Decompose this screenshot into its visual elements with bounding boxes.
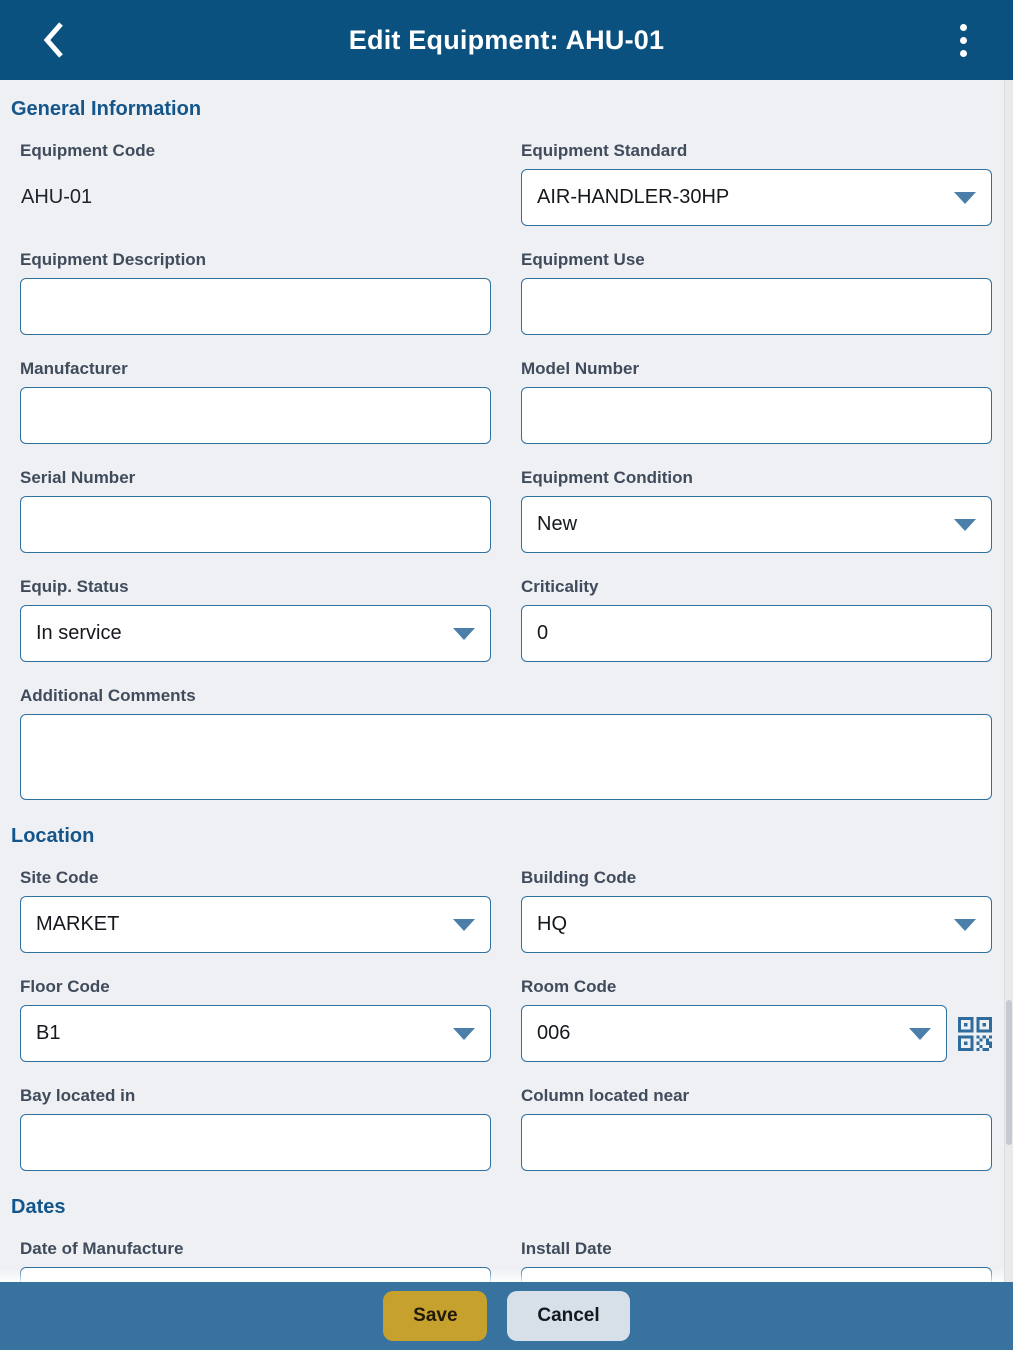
section-title-location: Location: [11, 825, 95, 847]
equipment-description-label: Equipment Description: [20, 250, 207, 269]
building-code-dropdown[interactable]: [521, 896, 992, 953]
site-code-dropdown[interactable]: [20, 896, 491, 953]
column-located-near-input[interactable]: [521, 1114, 992, 1171]
equipment-condition-dropdown[interactable]: [521, 496, 992, 553]
kebab-menu-icon: [960, 24, 967, 57]
field-criticality: [521, 577, 992, 662]
cancel-button[interactable]: Cancel: [507, 1291, 629, 1341]
column-located-near-label: Column located near: [521, 1086, 690, 1105]
field-manufacturer: [20, 359, 491, 444]
overflow-menu-button[interactable]: [941, 14, 985, 66]
equipment-code-label: Equipment Code: [20, 141, 156, 160]
form-row: [20, 141, 992, 226]
manufacturer-input[interactable]: [20, 387, 491, 444]
form-row: [20, 359, 992, 444]
field-building-code: [521, 868, 992, 953]
criticality-label: Criticality: [521, 577, 599, 596]
field-equip-status: [20, 577, 491, 662]
scrollbar-thumb[interactable]: [1006, 1000, 1012, 1145]
additional-comments-textarea[interactable]: [20, 714, 992, 800]
site-code-value: MARKET: [36, 913, 120, 935]
form-row: [20, 468, 992, 553]
building-code-label: Building Code: [521, 868, 637, 887]
footer-action-bar: [0, 1282, 1013, 1350]
field-equipment-standard: [521, 141, 992, 226]
form-row: [20, 977, 992, 1062]
date-of-manufacture-label: Date of Manufacture: [20, 1239, 184, 1258]
field-floor-code: [20, 977, 491, 1062]
equipment-code-value: AHU-01: [21, 186, 93, 208]
field-equipment-description: [20, 250, 491, 335]
equip-status-value: In service: [36, 622, 122, 644]
save-button[interactable]: Save: [383, 1291, 487, 1341]
equipment-standard-dropdown[interactable]: [521, 169, 992, 226]
form-row: [20, 577, 992, 662]
field-equipment-code: [20, 141, 491, 226]
field-equipment-use: [521, 250, 992, 335]
form-content: [0, 80, 1013, 1350]
form-row: [20, 686, 992, 800]
equipment-standard-label: Equipment Standard: [521, 141, 688, 160]
chevron-down-icon: [909, 1028, 931, 1040]
back-button[interactable]: [30, 14, 78, 66]
field-serial-number: [20, 468, 491, 553]
field-bay-located-in: [20, 1086, 491, 1171]
chevron-down-icon: [453, 919, 475, 931]
chevron-down-icon: [453, 628, 475, 640]
scrollbar-track[interactable]: [1004, 80, 1013, 1350]
field-model-number: [521, 359, 992, 444]
field-site-code: [20, 868, 491, 953]
model-number-label: Model Number: [521, 359, 640, 378]
manufacturer-label: Manufacturer: [20, 359, 128, 378]
form-row: [20, 868, 992, 953]
chevron-down-icon: [954, 192, 976, 204]
section-title-general: General Information: [11, 98, 202, 120]
page-title: Edit Equipment: AHU-01: [348, 24, 665, 55]
field-equipment-condition: [521, 468, 992, 553]
form-row: [20, 250, 992, 335]
criticality-input[interactable]: [521, 605, 992, 662]
floor-code-dropdown[interactable]: [20, 1005, 491, 1062]
qr-code-icon: [958, 1017, 992, 1051]
form-row: [20, 1086, 992, 1171]
equip-status-label: Equip. Status: [20, 577, 129, 596]
field-column-located-near: [521, 1086, 992, 1171]
equipment-use-label: Equipment Use: [521, 250, 645, 269]
site-code-label: Site Code: [20, 868, 99, 887]
equipment-use-input[interactable]: [521, 278, 992, 335]
floor-code-label: Floor Code: [20, 977, 110, 996]
equipment-condition-value: New: [537, 513, 578, 535]
chevron-down-icon: [954, 519, 976, 531]
install-date-label: Install Date: [521, 1239, 612, 1258]
floor-code-value: B1: [36, 1022, 61, 1044]
additional-comments-label: Additional Comments: [20, 686, 196, 705]
chevron-down-icon: [453, 1028, 475, 1040]
room-code-value: 006: [537, 1022, 571, 1044]
model-number-input[interactable]: [521, 387, 992, 444]
building-code-value: HQ: [537, 913, 567, 935]
room-code-label: Room Code: [521, 977, 617, 996]
equip-status-dropdown[interactable]: [20, 605, 491, 662]
bay-located-in-label: Bay located in: [20, 1086, 136, 1105]
serial-number-input[interactable]: [20, 496, 491, 553]
chevron-left-icon: [44, 21, 64, 59]
equipment-condition-label: Equipment Condition: [521, 468, 693, 487]
app-header: [0, 0, 1013, 80]
bay-located-in-input[interactable]: [20, 1114, 491, 1171]
field-additional-comments: [20, 686, 992, 800]
section-title-dates: Dates: [11, 1196, 66, 1218]
room-code-dropdown[interactable]: [521, 1005, 947, 1062]
field-room-code: [521, 977, 992, 1062]
equipment-standard-value: AIR-HANDLER-30HP: [537, 186, 730, 208]
chevron-down-icon: [954, 919, 976, 931]
room-code-scan-button[interactable]: [958, 1017, 992, 1051]
serial-number-label: Serial Number: [20, 468, 136, 487]
equipment-description-input[interactable]: [20, 278, 491, 335]
